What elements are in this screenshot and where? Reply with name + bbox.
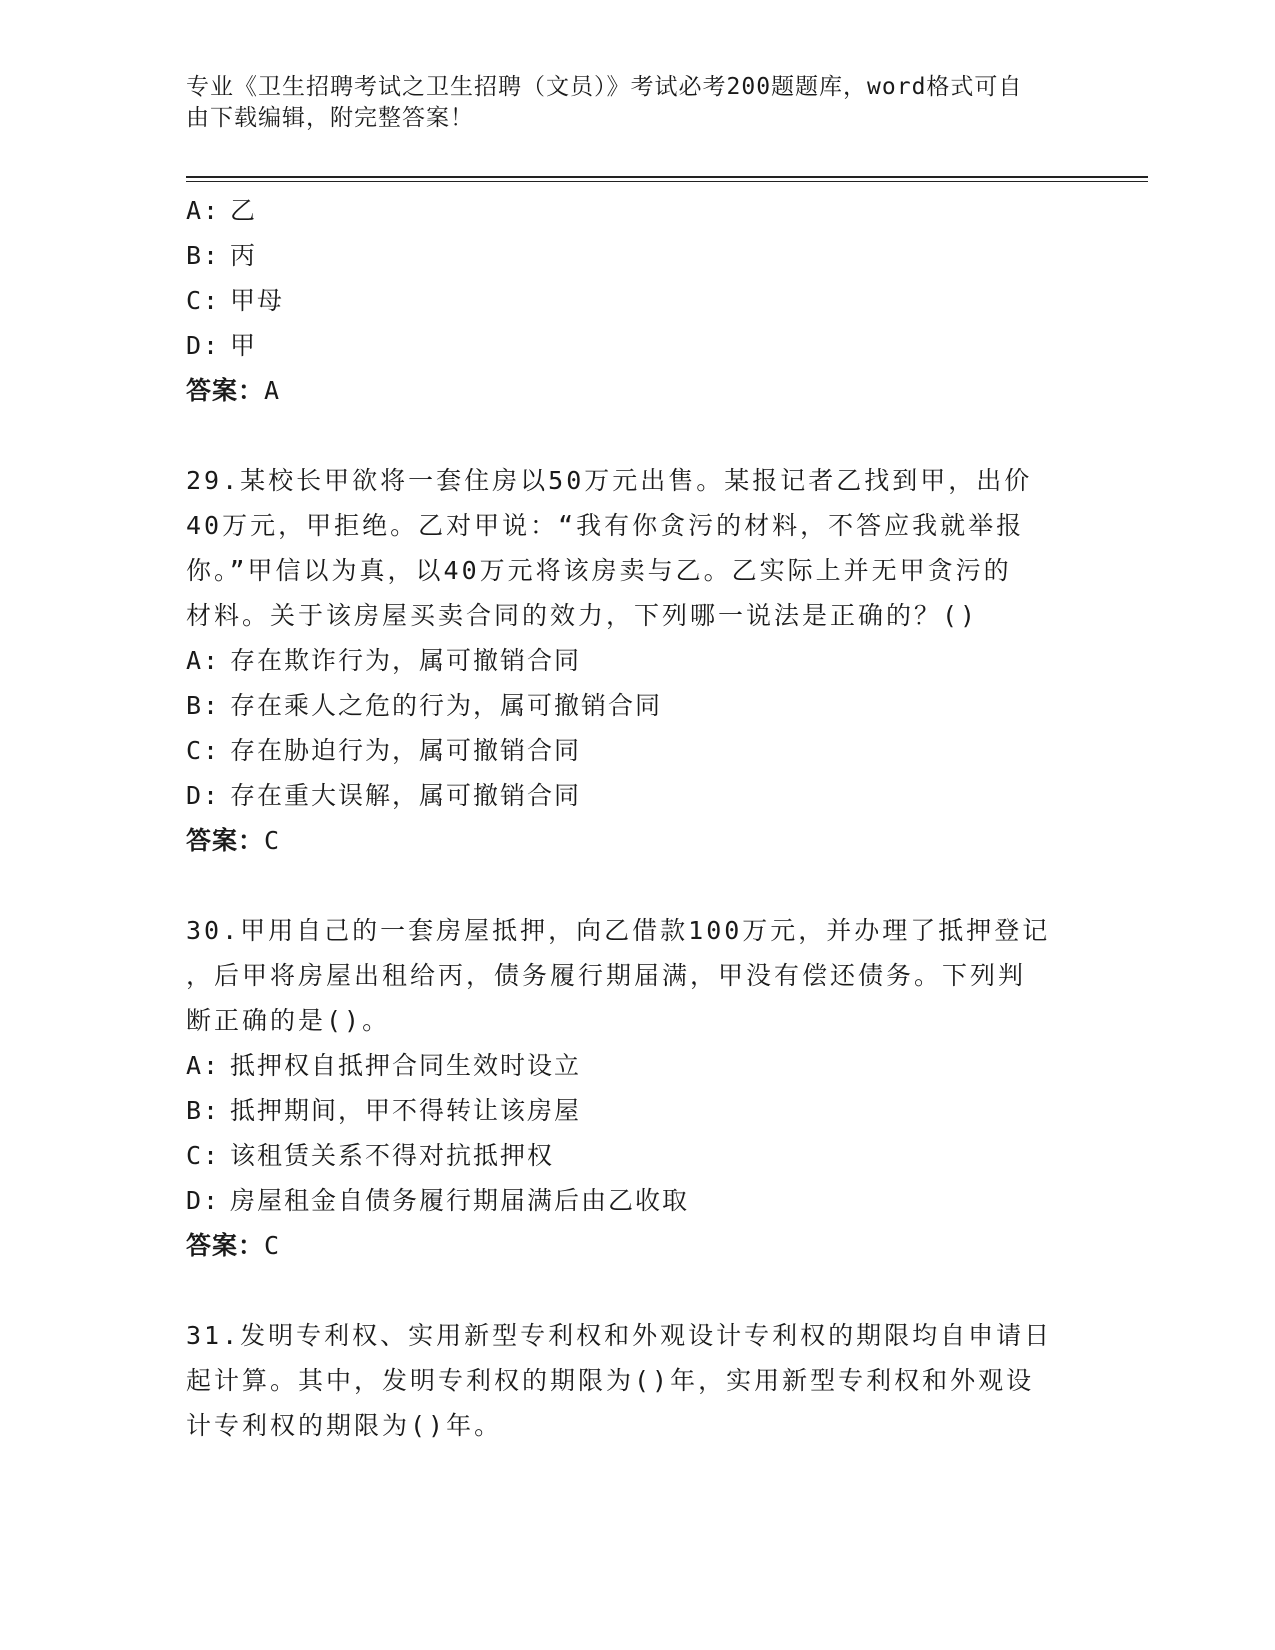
option-letter: C: [186,286,221,315]
answer-label: 答案： [186,826,265,855]
question-line: ，后甲将房屋出租给丙，债务履行期届满，甲没有偿还债务。下列判 [186,961,1027,990]
option-a [186,638,1086,683]
option-letter: B: [186,691,221,720]
header-line-1: 专业《卫生招聘考试之卫生招聘（文员）》考试必考200题题库，word格式可自 [186,74,1023,100]
question-text [186,458,1086,638]
option-letter: B: [186,241,221,270]
option-text: 存在胁迫行为，属可撤销合同 [230,736,582,765]
answer-value: C [264,826,281,855]
option-a [186,188,1086,233]
document-header [186,72,1066,134]
question-29 [186,458,1086,863]
option-letter: D: [186,781,221,810]
header-divider-thick [186,176,1148,178]
option-c [186,278,1086,323]
option-letter: A: [186,1051,221,1080]
header-divider-thin [186,181,1148,182]
question-line: 31.发明专利权、实用新型专利权和外观设计专利权的期限均自申请日 [186,1321,1053,1350]
option-letter: B: [186,1096,221,1125]
question-line: 计专利权的期限为()年。 [186,1411,503,1440]
question-line: 30.甲用自己的一套房屋抵押，向乙借款100万元，并办理了抵押登记 [186,916,1051,945]
option-text: 抵押期间，甲不得转让该房屋 [230,1096,582,1125]
question-line: 29.某校长甲欲将一套住房以50万元出售。某报记者乙找到甲，出价 [186,466,1033,495]
answer-value: A [264,376,281,405]
option-d [186,1178,1086,1223]
option-text: 抵押权自抵押合同生效时设立 [230,1051,582,1080]
option-text: 存在重大误解，属可撤销合同 [230,781,582,810]
option-text: 乙 [230,196,258,225]
option-d [186,323,1086,368]
option-letter: C: [186,736,221,765]
header-line-2: 由下载编辑，附完整答案！ [186,105,474,131]
answer-label: 答案： [186,376,265,405]
answer-value: C [264,1231,281,1260]
question-text [186,1313,1086,1448]
answer-line [186,368,1086,413]
question-line: 起计算。其中，发明专利权的期限为()年，实用新型专利权和外观设 [186,1366,1035,1395]
option-text: 丙 [230,241,258,270]
option-text: 该租赁关系不得对抗抵押权 [230,1141,555,1170]
option-text: 存在欺诈行为，属可撤销合同 [230,646,582,675]
option-text: 甲 [230,331,258,360]
option-text: 房屋租金自债务履行期届满后由乙收取 [230,1186,690,1215]
option-c [186,1133,1086,1178]
option-b [186,683,1086,728]
option-letter: D: [186,331,221,360]
spacer [186,1268,1086,1313]
question-30 [186,908,1086,1268]
spacer [186,413,1086,458]
answer-line [186,1223,1086,1268]
option-text: 存在乘人之危的行为，属可撤销合同 [230,691,663,720]
option-b [186,1088,1086,1133]
question-31 [186,1313,1086,1448]
option-a [186,1043,1086,1088]
option-b [186,233,1086,278]
answer-label: 答案： [186,1231,265,1260]
option-letter: C: [186,1141,221,1170]
option-letter: D: [186,1186,221,1215]
spacer [186,863,1086,908]
question-text [186,908,1086,1043]
option-letter: A: [186,196,221,225]
question-line: 你。”甲信以为真，以40万元将该房卖与乙。乙实际上并无甲贪污的 [186,556,1012,585]
question-line: 40万元，甲拒绝。乙对甲说：“我有你贪污的材料，不答应我就举报 [186,511,1025,540]
question-line: 材料。关于该房屋买卖合同的效力，下列哪一说法是正确的？() [186,601,979,630]
question-line: 断正确的是()。 [186,1006,391,1035]
answer-line [186,818,1086,863]
option-d [186,773,1086,818]
document-body [186,188,1086,1448]
question-28-options [186,188,1086,413]
option-c [186,728,1086,773]
option-text: 甲母 [230,286,285,315]
option-letter: A: [186,646,221,675]
